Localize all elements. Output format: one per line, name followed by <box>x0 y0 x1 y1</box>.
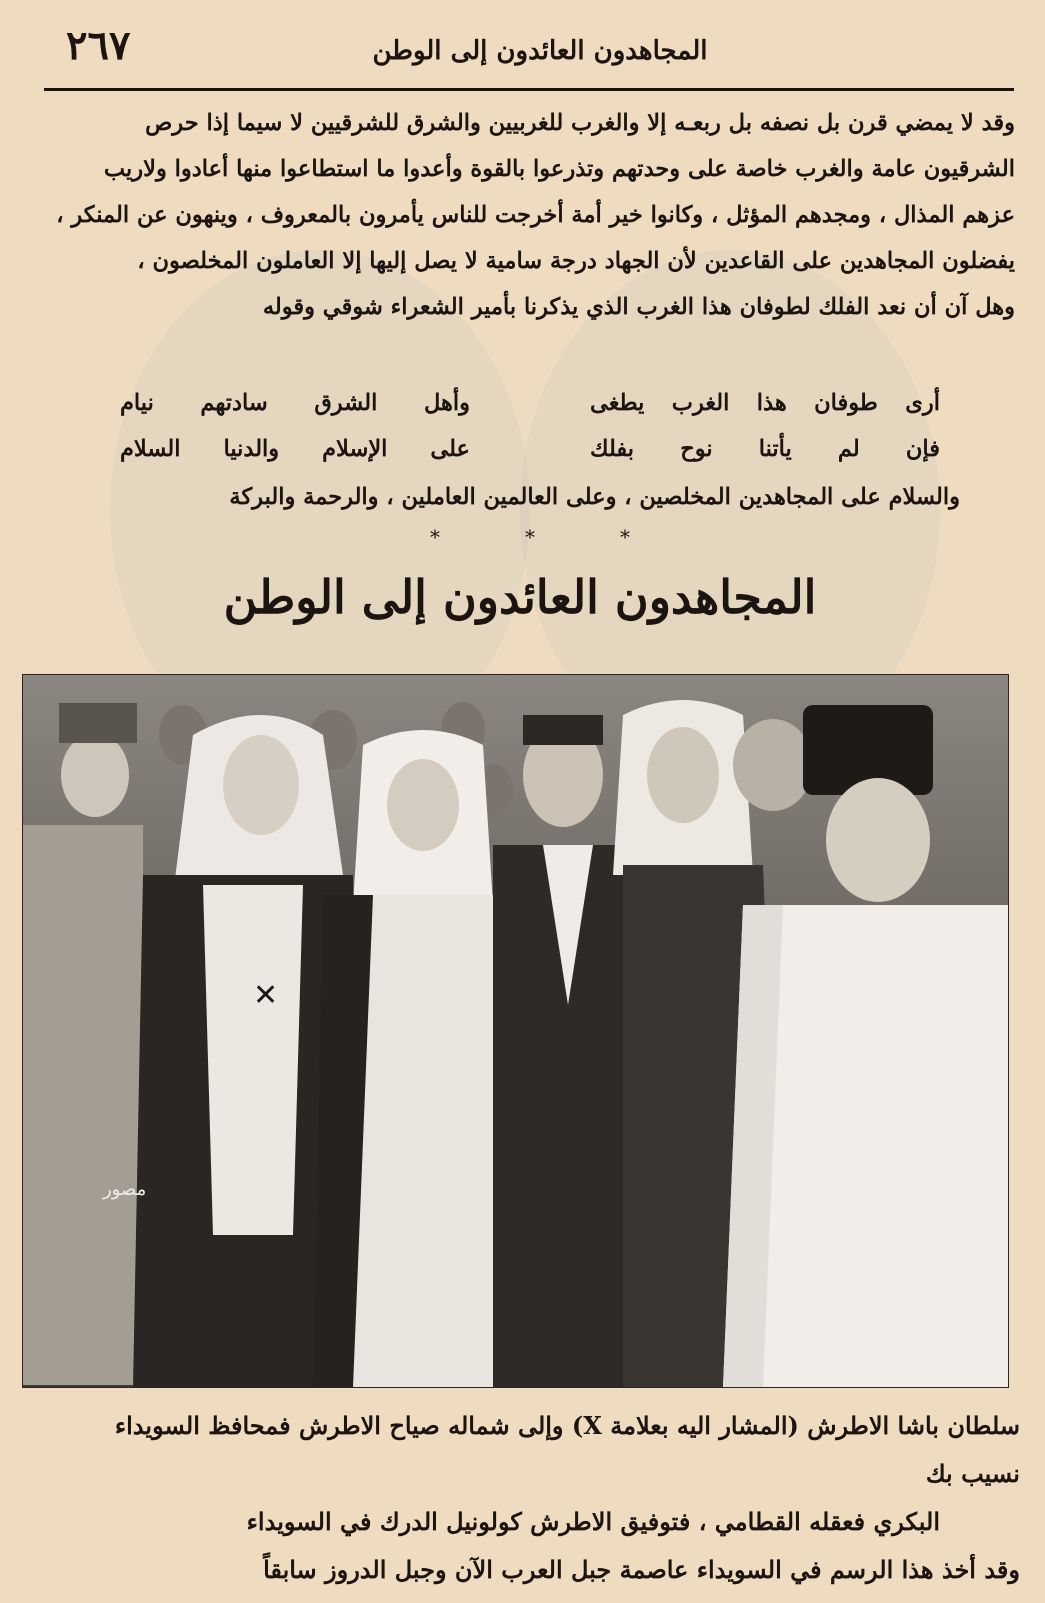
body-paragraph <box>40 100 1015 330</box>
poem-verse <box>120 380 940 426</box>
group-photograph <box>22 674 1009 1388</box>
poem-hemistich-second: وأهل الشرق سادتهم نيام <box>120 390 470 416</box>
text-line: الشرقيون عامة والغرب خاصة على وحدتهم وتذرعوا بالقوة وأعدوا ما استطاعوا منها أعادوا ولاريب <box>103 156 1015 182</box>
text-line: عزهم المذال ، ومجدهم المؤثل ، وكانوا خير أمة أخرجت للناس يأمرون بالمعروف ، وينهون عن المنكر ، <box>56 202 1015 228</box>
section-title: المجاهدون العائدون إلى الوطن <box>223 570 817 624</box>
photographer-signature: مصور <box>103 1179 147 1200</box>
poem-verse <box>120 426 940 472</box>
running-header: المجاهدون العائدون إلى الوطن <box>372 36 708 66</box>
x-mark: ✕ <box>253 978 279 1013</box>
separator-star: * <box>620 525 630 549</box>
caption-line: وقد أخذ هذا الرسم في السويداء عاصمة جبل العرب الآن وجبل الدروز سابقاً <box>263 1555 1020 1584</box>
section-separator <box>430 525 630 549</box>
caption-line: سلطان باشا الاطرش (المشار اليه بعلامة X) وإلى شماله صياح الاطرش فمحافظ السويداء نسيب بك <box>114 1411 1020 1488</box>
poem-hemistich-first: فإن لم يأتنا نوح بفلك <box>590 436 940 462</box>
poem <box>120 380 940 472</box>
separator-star: * <box>525 525 535 549</box>
text-line: يفضلون المجاهدين على القاعدين لأن الجهاد درجة سامية لا يصل إليها إلا العاملون المخلصون ، <box>137 248 1015 274</box>
poem-hemistich-second: على الإسلام والدنيا السلام <box>120 436 470 462</box>
text-line: وهل آن أن نعد الفلك لطوفان هذا الغرب الذي يذكرنا بأمير الشعراء شوقي وقوله <box>262 294 1015 320</box>
closing-line: والسلام على المجاهدين المخلصين ، وعلى العالمين العاملين ، والرحمة والبركة <box>229 484 960 510</box>
photo-illustration <box>23 675 1008 1387</box>
photo-caption <box>80 1402 1020 1594</box>
header-rule <box>44 88 1014 91</box>
separator-star: * <box>430 525 440 549</box>
text-line: وقد لا يمضي قرن بل نصفه بل ربعـه إلا والغرب للغربيين والشرق للشرقيين لا سيما إذا حرص <box>145 110 1015 136</box>
page-number: ٢٦٧ <box>66 22 131 69</box>
caption-line: البكري فعقله القطامي ، فتوفيق الاطرش كولونيل الدرك في السويداء <box>246 1507 940 1536</box>
poem-hemistich-first: أرى طوفان هذا الغرب يطغى <box>590 390 940 416</box>
